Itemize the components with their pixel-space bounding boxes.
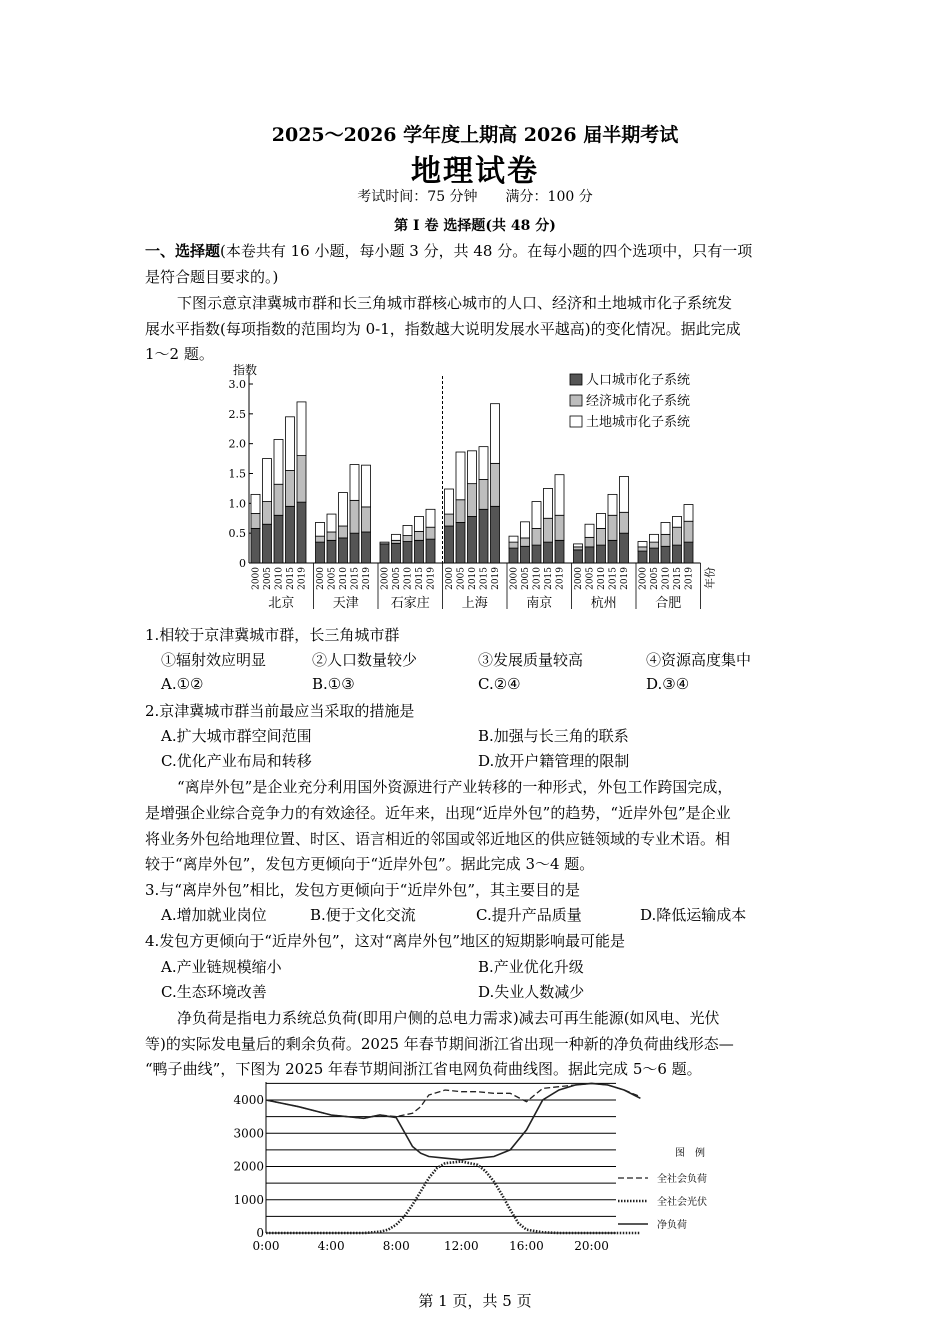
bar-3 — [316, 522, 325, 536]
x-tick-label-year: 2015 — [479, 567, 490, 590]
bar-3 — [445, 489, 454, 514]
exam-meta: 考试时间：75 分钟 满分：100 分 — [357, 189, 593, 205]
bar-1 — [521, 546, 530, 563]
bar-2 — [468, 484, 477, 517]
bar-2 — [521, 538, 530, 546]
passage3-line-1: 净负荷是指电力系统总负荷(即用户侧的总电力需求)减去可再生能源(如风电、光伏 — [177, 1009, 720, 1027]
bar-3 — [274, 439, 283, 484]
subject-title: 地理试卷 — [411, 154, 539, 189]
bar-2 — [380, 542, 389, 544]
bar-2 — [456, 500, 465, 523]
q4-stem: 4.发包方更倾向于“近岸外包”，这对“离岸外包”地区的短期影响最可能是 — [145, 932, 625, 950]
legend-label: 土地城市化子系统 — [586, 415, 691, 430]
bar-3 — [468, 451, 477, 484]
x-tick-label-year: 2010 — [661, 567, 672, 590]
section-intro-text: (本卷共有 16 小题，每小题 3 分，共 48 分。在每小题的四个选项中，只有一项 — [220, 242, 753, 260]
bar-2 — [585, 537, 594, 547]
q2-option-b[interactable]: B.加强与长三角的联系 — [478, 727, 629, 745]
x-tick-label-year: 2005 — [456, 567, 467, 590]
bar-3 — [532, 502, 541, 529]
x-tick-label-year: 2019 — [362, 567, 372, 590]
passage1-line-2: 展水平指数(每项指数的范围均为 0-1，指数越大说明发展水平越高)的变化情况。据此完成 — [145, 320, 741, 338]
x-tick-label-year: 2015 — [608, 567, 619, 590]
x-tick-label-year: 2019 — [620, 567, 630, 590]
section-intro-line-1 — [145, 240, 805, 261]
bar-1 — [673, 545, 682, 563]
section-heading: 一、选择题 — [145, 242, 221, 260]
city-label: 南京 — [526, 596, 553, 611]
legend-label: 净负荷 — [657, 1220, 687, 1231]
bar-2 — [509, 542, 518, 548]
x-tick-label-year: 2000 — [380, 567, 391, 590]
bar-1 — [468, 516, 477, 563]
bar-1 — [445, 526, 454, 563]
bar-2 — [350, 500, 359, 533]
q4-option-d[interactable]: D.失业人数减少 — [478, 983, 585, 1001]
q1-stem: 1.相较于京津冀城市群，长三角城市群 — [145, 626, 400, 644]
x-tick-label-year: 2010 — [339, 567, 349, 590]
bar-2 — [316, 536, 325, 542]
q2-option-c[interactable]: C.优化产业布局和转移 — [161, 752, 312, 770]
passage2-line-3: 将业务外包给地理位置、时区、语言相近的邻国或邻近地区的供应链领域的专业术语。相 — [145, 830, 731, 848]
legend-label: 人口城市化子系统 — [586, 373, 691, 388]
y-tick-label: 2.0 — [228, 437, 246, 451]
q1-item-3: ③发展质量较高 — [478, 651, 584, 669]
bar-1 — [380, 544, 389, 563]
bar-2 — [251, 513, 260, 528]
x-tick-label-year: 2005 — [392, 567, 402, 590]
x-tick-label-year: 2010 — [403, 567, 414, 590]
series-line-2 — [266, 1162, 640, 1234]
city-label: 石家庄 — [390, 596, 430, 611]
x-tick-label-year: 2000 — [251, 567, 262, 590]
passage2-line-1: “离岸外包”是企业充分利用国外资源进行产业转移的一种形式，外包工作跨国完成， — [177, 778, 733, 796]
bar-3 — [426, 509, 435, 527]
x-tick-label-year: 2000 — [445, 567, 455, 590]
y-tick-label: 1000 — [233, 1192, 264, 1207]
bar-1 — [684, 542, 693, 563]
bar-2 — [532, 528, 541, 545]
bar-3 — [415, 516, 424, 531]
bar-1 — [426, 539, 435, 563]
bar-3 — [620, 476, 629, 512]
q1-option-d[interactable]: D.③④ — [646, 675, 690, 693]
bar-1 — [456, 522, 465, 563]
y-tick-label: 2.5 — [228, 407, 246, 421]
q1-item-4: ④资源高度集中 — [646, 651, 752, 669]
bar-1 — [403, 542, 412, 563]
bar-1 — [638, 551, 647, 563]
x-tick-label-year: 2005 — [263, 567, 273, 590]
bar-3 — [339, 493, 348, 526]
bar-2 — [426, 527, 435, 539]
legend-label: 全社会光伏 — [657, 1197, 707, 1208]
urbanization-bar-chart — [225, 360, 725, 615]
y-tick-label: 3000 — [233, 1126, 264, 1141]
q2-stem: 2.京津冀城市群当前最应当采取的措施是 — [145, 702, 415, 720]
city-label: 上海 — [461, 596, 488, 611]
x-tick-label: 16:00 — [509, 1239, 544, 1253]
y-tick-label: 1.5 — [228, 467, 246, 481]
x-axis-label: 年份 — [703, 567, 717, 589]
legend-swatch — [570, 374, 582, 385]
bar-3 — [638, 542, 647, 547]
x-tick-label-year: 2010 — [274, 567, 285, 590]
bar-3 — [661, 522, 670, 534]
x-tick-label-year: 2010 — [468, 567, 478, 590]
bar-3 — [456, 452, 465, 500]
q1-item-2: ②人口数量较少 — [312, 651, 418, 669]
bar-3 — [491, 404, 500, 464]
bar-2 — [403, 536, 412, 542]
bar-3 — [403, 525, 412, 535]
bar-2 — [286, 471, 295, 507]
x-tick-label-year: 2005 — [521, 567, 531, 590]
bar-1 — [251, 528, 260, 563]
bar-1 — [650, 548, 659, 563]
q1-option-c[interactable]: C.②④ — [478, 675, 521, 693]
series-line-3 — [266, 1083, 640, 1159]
bar-3 — [327, 514, 336, 532]
y-tick-label: 1.0 — [228, 497, 246, 511]
x-tick-label: 12:00 — [444, 1239, 479, 1253]
bar-2 — [327, 532, 336, 540]
x-tick-label-year: 2005 — [585, 567, 596, 590]
bar-1 — [362, 532, 371, 563]
city-label: 杭州 — [590, 596, 617, 611]
y-tick-label: 4000 — [233, 1093, 264, 1107]
x-tick-label-year: 2005 — [650, 567, 660, 590]
bar-1 — [274, 515, 283, 563]
bar-1 — [415, 540, 424, 563]
bar-1 — [620, 533, 629, 563]
bar-2 — [673, 527, 682, 545]
y-tick-label: 3.0 — [228, 378, 246, 391]
load-curve-chart — [230, 1080, 730, 1260]
bar-2 — [392, 540, 401, 543]
bar-1 — [392, 543, 401, 563]
passage1-line-3: 1～2 题。 — [145, 345, 214, 363]
passage3-line-3: “鸭子曲线”，下图为 2025 年春节期间浙江省电网负荷曲线图。据此完成 5～6 题。 — [145, 1060, 702, 1078]
passage3-line-2: 等)的实际发电量后的剩余负荷。2025 年春节期间浙江省出现一种新的净负荷曲线形态— — [145, 1035, 734, 1053]
exam-title: 2025～2026 学年度上期高 2026 届半期考试 — [271, 124, 679, 146]
bar-1 — [555, 540, 564, 563]
city-label: 北京 — [268, 596, 295, 611]
bar-3 — [521, 522, 530, 538]
bar-3 — [544, 488, 553, 518]
bar-2 — [274, 484, 283, 515]
bar-2 — [415, 531, 424, 540]
bar-3 — [574, 544, 583, 547]
x-tick-label: 8:00 — [382, 1239, 410, 1253]
q2-option-d[interactable]: D.放开户籍管理的限制 — [478, 752, 630, 770]
bar-3 — [392, 534, 401, 540]
passage1-line-1: 下图示意京津冀城市群和长三角城市群核心城市的人口、经济和土地城市化子系统发 — [177, 294, 733, 312]
q1-item-1: ①辐射效应明显 — [161, 651, 267, 669]
bar-1 — [339, 538, 348, 563]
bar-2 — [339, 526, 348, 538]
bar-3 — [479, 447, 488, 480]
bar-2 — [445, 514, 454, 526]
x-tick-label-year: 2019 — [491, 567, 501, 590]
x-tick-label: 0:00 — [252, 1239, 280, 1253]
bar-3 — [673, 516, 682, 527]
legend-swatch — [570, 395, 582, 406]
bar-2 — [362, 507, 371, 532]
x-tick-label-year: 2010 — [532, 567, 543, 590]
bar-1 — [597, 545, 606, 563]
passage2-line-4: 较于“离岸外包”，发包方更倾向于“近岸外包”。据此完成 3～4 题。 — [145, 855, 595, 873]
x-tick-label: 20:00 — [574, 1239, 609, 1253]
bar-2 — [597, 528, 606, 545]
q3-option-b[interactable]: B.便于文化交流 — [310, 906, 416, 924]
y-axis-label: 指数 — [233, 363, 258, 377]
x-tick-label-year: 2005 — [327, 567, 338, 590]
bar-1 — [286, 506, 295, 563]
page-footer: 第 1 页，共 5 页 — [418, 1292, 532, 1310]
y-tick-label: 0.5 — [228, 527, 246, 541]
x-tick-label-year: 2015 — [350, 567, 361, 590]
q2-option-a[interactable]: A.扩大城市群空间范围 — [161, 727, 312, 745]
bar-2 — [608, 515, 617, 540]
legend-label: 全社会负荷 — [657, 1174, 707, 1185]
bar-2 — [650, 542, 659, 548]
bar-1 — [350, 533, 359, 563]
bar-2 — [555, 515, 564, 540]
legend-swatch — [570, 416, 582, 427]
x-tick-label-year: 2015 — [415, 567, 425, 590]
passage2-line-2: 是增强企业综合竞争力的有效途径。近年来，出现“近岸外包”的趋势，“近岸外包”是企业 — [145, 804, 731, 822]
bar-3 — [509, 536, 518, 542]
city-label: 天津 — [332, 596, 359, 611]
bar-2 — [661, 534, 670, 546]
bar-2 — [263, 502, 272, 525]
bar-3 — [362, 465, 371, 507]
legend-title: 图 例 — [675, 1148, 705, 1159]
bar-3 — [684, 505, 693, 522]
q3-option-a[interactable]: A.增加就业岗位 — [161, 906, 267, 924]
bar-1 — [544, 542, 553, 563]
bar-1 — [491, 506, 500, 563]
y-tick-label: 0 — [256, 1226, 264, 1240]
q3-stem: 3.与“离岸外包”相比，发包方更倾向于“近岸外包”，其主要目的是 — [145, 881, 580, 899]
bar-3 — [608, 494, 617, 515]
x-tick-label-year: 2000 — [638, 567, 649, 590]
q1-option-b[interactable]: B.①③ — [312, 675, 355, 693]
bar-1 — [661, 546, 670, 563]
bar-1 — [608, 540, 617, 563]
q3-option-c[interactable]: C.提升产品质量 — [476, 906, 582, 924]
x-tick-label-year: 2000 — [574, 567, 584, 590]
x-tick-label-year: 2019 — [426, 567, 437, 590]
bar-3 — [555, 475, 564, 516]
bar-3 — [350, 465, 359, 501]
x-tick-label-year: 2000 — [316, 567, 326, 590]
bar-2 — [574, 547, 583, 550]
x-tick-label-year: 2019 — [297, 567, 308, 590]
bar-1 — [327, 540, 336, 563]
legend-label: 经济城市化子系统 — [586, 394, 691, 409]
x-tick-label-year: 2015 — [544, 567, 554, 590]
bar-3 — [286, 417, 295, 471]
q4-option-c[interactable]: C.生态环境改善 — [161, 983, 267, 1001]
bar-1 — [585, 547, 594, 563]
part-heading: 第 I 卷 选择题(共 48 分) — [394, 218, 556, 234]
q3-option-d[interactable]: D.降低运输成本 — [640, 906, 747, 924]
q4-option-a[interactable]: A.产业链规模缩小 — [161, 958, 282, 976]
bar-2 — [638, 547, 647, 551]
x-tick-label-year: 2015 — [673, 567, 683, 590]
x-tick-label-year: 2019 — [555, 567, 566, 590]
bar-2 — [491, 463, 500, 506]
bar-3 — [585, 524, 594, 537]
bar-1 — [297, 502, 306, 563]
bar-3 — [263, 459, 272, 502]
bar-1 — [479, 509, 488, 563]
x-tick-label-year: 2010 — [597, 567, 607, 590]
bar-1 — [509, 548, 518, 563]
bar-2 — [479, 479, 488, 509]
city-label: 合肥 — [655, 596, 682, 611]
bar-2 — [684, 521, 693, 542]
q1-option-a[interactable]: A.①② — [161, 675, 204, 693]
bar-1 — [263, 524, 272, 563]
y-tick-label: 0 — [239, 557, 246, 570]
x-tick-label-year: 2015 — [286, 567, 296, 590]
bar-1 — [316, 542, 325, 563]
bar-3 — [251, 494, 260, 513]
bar-3 — [297, 402, 306, 456]
q4-option-b[interactable]: B.产业优化升级 — [478, 958, 584, 976]
y-tick-label: 2000 — [233, 1159, 264, 1174]
bar-3 — [650, 534, 659, 542]
x-tick-label: 4:00 — [317, 1239, 345, 1253]
bar-2 — [544, 518, 553, 542]
bar-2 — [297, 456, 306, 503]
x-tick-label-year: 2019 — [684, 567, 695, 590]
bar-1 — [574, 550, 583, 563]
bar-2 — [620, 512, 629, 533]
section-intro-line-2: 是符合题目要求的。) — [145, 268, 279, 286]
bar-3 — [597, 513, 606, 528]
bar-1 — [532, 545, 541, 563]
x-tick-label-year: 2000 — [509, 567, 520, 590]
